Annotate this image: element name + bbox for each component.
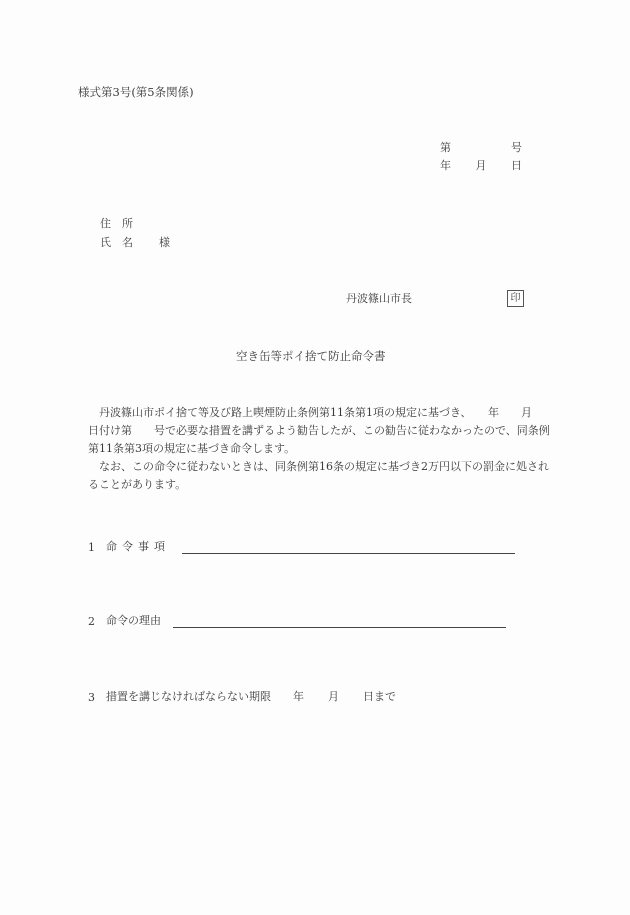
- body-paragraph-2: なお、この命令に従わないときは、同条例第16条の規定に基づき2万円以下の罰金に処されることがあります。: [88, 460, 549, 491]
- recipient-name: [100, 236, 170, 250]
- issuer-title: 丹波篠山市長: [346, 292, 412, 305]
- date-year: 年: [440, 159, 451, 172]
- item-order-details: [88, 538, 515, 554]
- fill-in-line: [182, 541, 515, 554]
- seal-stamp: 印: [507, 290, 524, 307]
- item-number: 2: [88, 615, 95, 628]
- item-number: 3: [88, 691, 95, 704]
- document-number: [440, 141, 522, 155]
- doc-number-suffix: 号: [511, 141, 522, 154]
- body-paragraph-1: 丹波篠山市ポイ捨て等及び路上喫煙防止条例第11条第1項の規定に基づき、 年 月 日付け第 号で必要な措置を講ずるよう勧告したが、この勧告に従わなかったので、同条例第11条第3項の規定に基づき命令します。: [88, 406, 555, 455]
- deadline-day: 日まで: [363, 690, 396, 703]
- item-label: 命令事項: [106, 540, 170, 553]
- item-number: 1: [88, 541, 95, 554]
- fill-in-line: [173, 615, 506, 628]
- address-label: 住 所: [100, 217, 133, 230]
- issue-date: [440, 159, 522, 173]
- name-label: 氏 名: [100, 236, 133, 249]
- date-month: 月: [475, 159, 487, 172]
- item-label: 命令の理由: [106, 614, 161, 627]
- form-number: 様式第3号(第5条関係): [78, 85, 194, 99]
- document-title: 空き缶等ポイ捨て防止命令書: [236, 349, 386, 363]
- item-deadline: [88, 688, 396, 704]
- recipient-address: [100, 217, 133, 231]
- item-label: 措置を講じなければならない期限: [106, 690, 271, 703]
- date-day: 日: [511, 159, 522, 172]
- honorific: 様: [159, 236, 170, 249]
- doc-number-prefix: 第: [440, 141, 451, 154]
- item-order-reason: [88, 612, 506, 628]
- deadline-month: 月: [328, 690, 339, 703]
- deadline-year: 年: [293, 690, 304, 703]
